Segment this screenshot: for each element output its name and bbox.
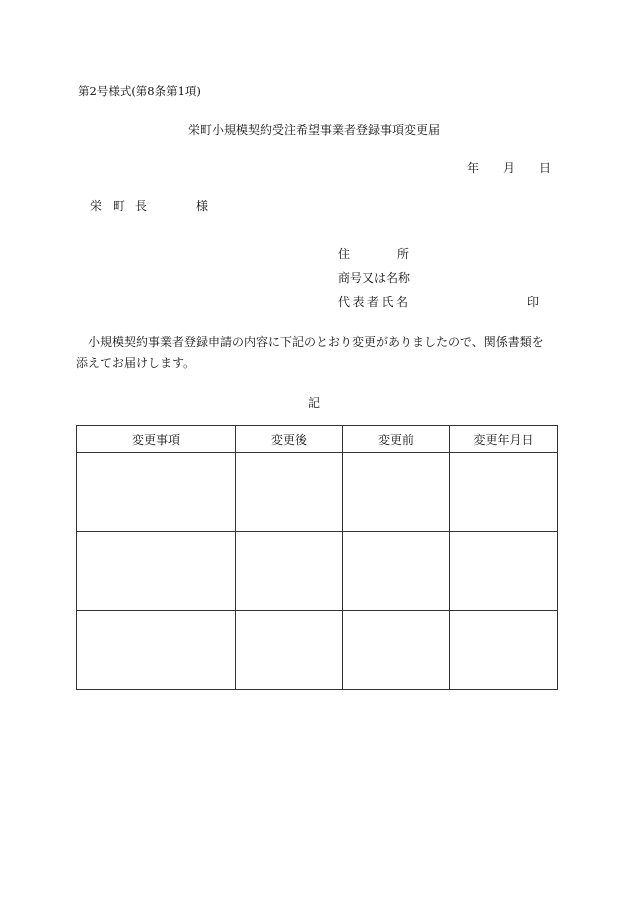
cell-change-date[interactable] [450, 532, 558, 611]
date-year-label: 年 [467, 161, 480, 175]
table-header-row [77, 426, 558, 453]
applicant-seal-mark: 印 [527, 295, 540, 309]
table-row [77, 532, 558, 611]
document-title: 栄町小規模契約受注希望事業者登録事項変更届 [188, 123, 441, 137]
cell-before-change[interactable] [343, 453, 450, 532]
applicant-trade-name-label: 商号又は名称 [338, 271, 411, 285]
addressee-char-2: 町 [113, 199, 126, 213]
body-text: 小規模契約事業者登録申請の内容に下記のとおり変更がありましたので、関係書類を添えてお届けします。 [76, 335, 544, 370]
cell-after-change[interactable] [236, 453, 343, 532]
addressee-honorific: 様 [196, 199, 209, 213]
table-row [77, 611, 558, 690]
cell-change-item[interactable] [77, 453, 236, 532]
cell-after-change[interactable] [236, 532, 343, 611]
date-month-label: 月 [503, 161, 516, 175]
addressee-char-3: 長 [135, 199, 148, 213]
ki-heading: 記 [308, 396, 321, 410]
applicant-address-label-second: 所 [397, 247, 410, 261]
table-row [77, 453, 558, 532]
cell-before-change[interactable] [343, 532, 450, 611]
date-day-label: 日 [539, 161, 552, 175]
cell-change-date[interactable] [450, 453, 558, 532]
applicant-address-label-first: 住 [338, 247, 351, 261]
addressee-char-1: 栄 [90, 199, 103, 213]
header-before-change: 変更前 [343, 426, 450, 453]
applicant-representative-label: 代表者氏名 [338, 295, 411, 309]
cell-after-change[interactable] [236, 611, 343, 690]
header-after-change: 変更後 [236, 426, 343, 453]
cell-before-change[interactable] [343, 611, 450, 690]
cell-change-date[interactable] [450, 611, 558, 690]
header-change-item: 変更事項 [77, 426, 236, 453]
form-number: 第2号様式(第8条第1項) [78, 84, 201, 98]
cell-change-item[interactable] [77, 611, 236, 690]
cell-change-item[interactable] [77, 532, 236, 611]
header-change-date: 変更年月日 [450, 426, 558, 453]
changes-table [76, 425, 558, 690]
